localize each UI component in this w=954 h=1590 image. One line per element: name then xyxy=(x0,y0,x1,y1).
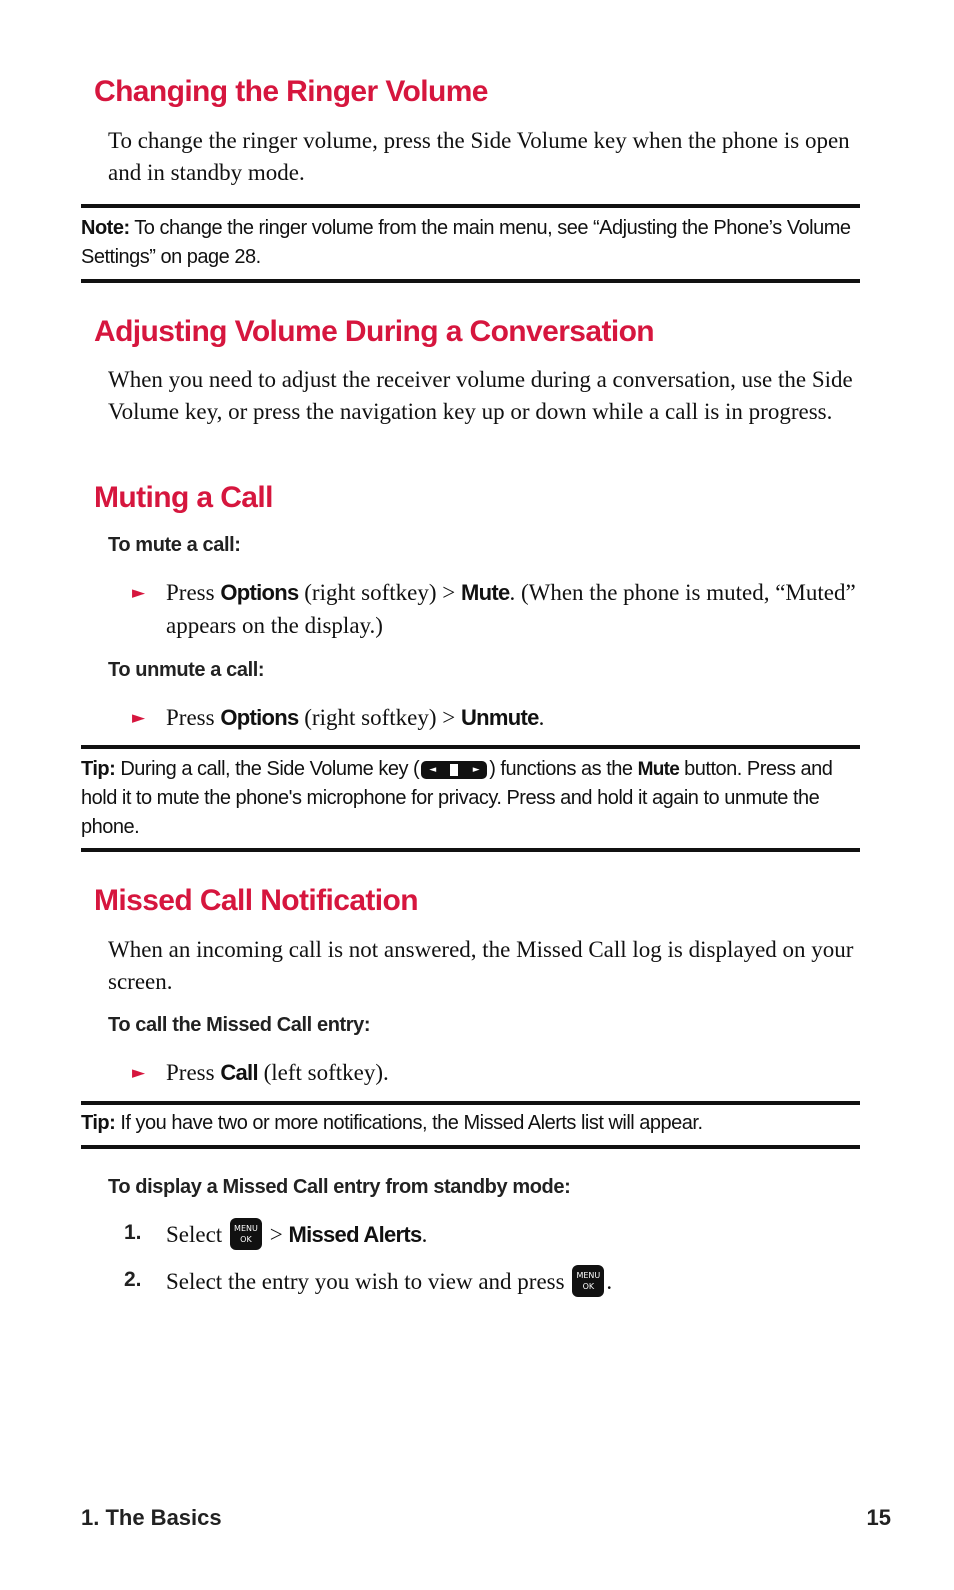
heading-ringer-volume: Changing the Ringer Volume xyxy=(94,75,488,108)
menu-key-label: MENU xyxy=(234,1223,258,1233)
mute-subhead: To mute a call: xyxy=(108,534,241,556)
step-text: . (When the phone is muted, “Muted” appears on the display.) xyxy=(166,580,856,638)
step-number: 1. xyxy=(124,1221,142,1244)
tip-label: Tip: xyxy=(81,758,116,780)
mute-step xyxy=(166,576,866,642)
tip-text: If you have two or more notifications, the Missed Alerts list will appear. xyxy=(115,1112,703,1134)
heading-adjusting-volume: Adjusting Volume During a Conversation xyxy=(94,315,655,348)
step-text: Press xyxy=(166,580,221,605)
tip-box-alerts xyxy=(81,1101,860,1149)
options-key-label: Options xyxy=(220,705,299,730)
heading-muting-call: Muting a Call xyxy=(94,481,273,514)
call-key-label: Call xyxy=(220,1060,258,1085)
missed-body: When an incoming call is not answered, the Missed Call log is displayed on your screen. xyxy=(108,937,854,994)
footer-chapter: 1. The Basics xyxy=(81,1505,222,1530)
ok-key-label: OK xyxy=(582,1281,595,1291)
call-step xyxy=(166,1056,866,1089)
missed-alerts-label: Missed Alerts xyxy=(288,1222,422,1247)
menu-key-label: MENU xyxy=(576,1270,601,1280)
right-arrow-icon: ► xyxy=(472,764,480,775)
step-number: 2. xyxy=(124,1268,142,1291)
step-text: (right softkey) > xyxy=(298,580,461,605)
tip-text: During a call, the Side Volume key ( xyxy=(115,758,420,780)
step-text: (left softkey). xyxy=(257,1060,389,1085)
mute-key-label: Mute xyxy=(637,759,680,780)
step-text: Select the entry you wish to view and press xyxy=(166,1269,571,1294)
unmute-subhead: To unmute a call: xyxy=(108,659,265,681)
tip-text: ) functions as the xyxy=(489,758,638,780)
conversation-body: When you need to adjust the receiver volume during a conversation, use the Side Volume key, or press the navigation key up or down while a call is in progress. xyxy=(108,367,853,424)
ok-key-label: OK xyxy=(240,1234,252,1244)
note-box xyxy=(81,204,860,283)
tip-label: Tip: xyxy=(81,1112,116,1134)
display-step-1 xyxy=(166,1218,866,1251)
tip-text: button. Press and hold it to mute the phone's microphone for privacy. Press and hold it again to unmute the phone. xyxy=(81,758,833,838)
ringer-body: To change the ringer volume, press the Side Volume key when the phone is open and in standby mode. xyxy=(108,128,850,185)
menu-ok-key-icon xyxy=(230,1218,262,1250)
step-text: Select xyxy=(166,1222,228,1247)
step-text: Press xyxy=(166,705,221,730)
mute-key-label: Mute xyxy=(460,580,510,605)
note-label: Note: xyxy=(81,217,130,239)
step-text: . xyxy=(421,1222,428,1247)
unmute-step xyxy=(166,701,866,734)
step-text: (right softkey) > xyxy=(298,705,461,730)
left-arrow-icon: ◄ xyxy=(429,764,436,775)
bullet-icon: ► xyxy=(132,1063,146,1083)
bullet-icon: ► xyxy=(132,708,146,728)
step-text: Press xyxy=(166,1060,221,1085)
menu-ok-key-icon xyxy=(572,1265,604,1297)
unmute-key-label: Unmute xyxy=(460,705,539,730)
step-text: > xyxy=(263,1222,289,1247)
bullet-icon: ► xyxy=(132,583,146,603)
display-missed-subhead: To display a Missed Call entry from standby mode: xyxy=(108,1176,571,1198)
note-text: To change the ringer volume from the main menu, see “Adjusting the Phone’s Volume Settings” on page 28. xyxy=(81,217,851,268)
heading-missed-call: Missed Call Notification xyxy=(94,884,418,917)
side-volume-key-icon xyxy=(421,761,487,779)
options-key-label: Options xyxy=(220,580,299,605)
tip-box-mute xyxy=(81,745,860,852)
footer-page-number: 15 xyxy=(866,1505,891,1530)
step-text: . xyxy=(538,705,545,730)
display-step-2 xyxy=(166,1265,866,1298)
call-missed-subhead: To call the Missed Call entry: xyxy=(108,1014,371,1036)
step-text: . xyxy=(606,1269,613,1294)
